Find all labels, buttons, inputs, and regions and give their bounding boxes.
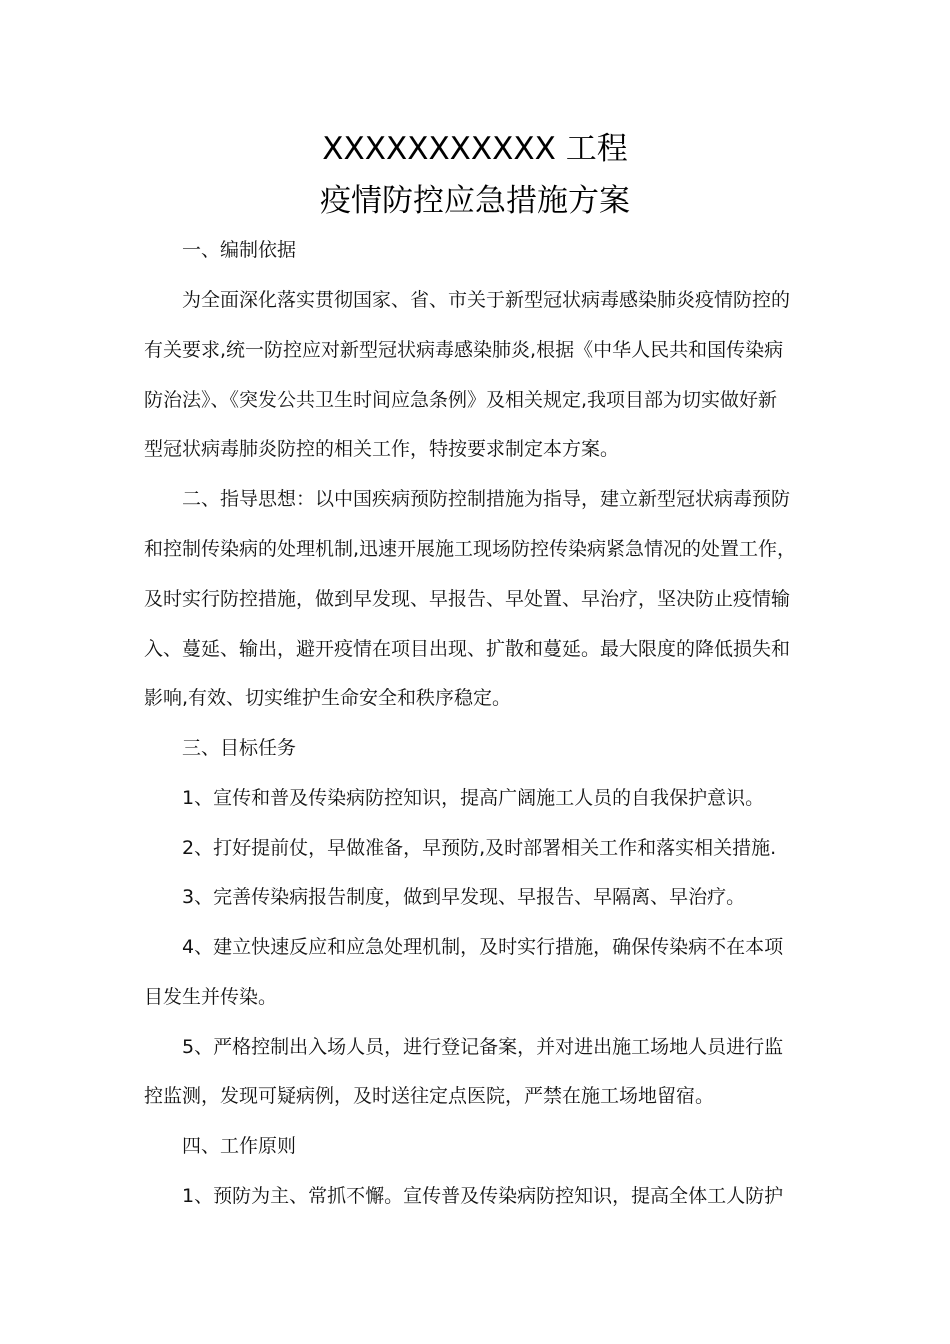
paragraph-line: 防治法》、《突发公共卫生时间应急条例》及相关规定,我项目部为切实做好新 bbox=[144, 389, 778, 411]
list-item-continuation: 目发生并传染。 bbox=[144, 986, 278, 1008]
paragraph-line: 及时实行防控措施，做到早发现、早报告、早处置、早治疗，坚决防止疫情输 bbox=[144, 588, 791, 610]
list-item: 2、打好提前仗，早做准备，早预防,及时部署相关工作和落实相关措施. bbox=[182, 837, 777, 859]
paragraph-line: 为全面深化落实贯彻国家、省、市关于新型冠状病毒感染肺炎疫情防控的 bbox=[182, 289, 791, 311]
paragraph-line: 二、指导思想：以中国疾病预防控制措施为指导，建立新型冠状病毒预防 bbox=[182, 488, 791, 510]
list-item-continuation: 控监测，发现可疑病例，及时送往定点医院，严禁在施工场地留宿。 bbox=[144, 1085, 715, 1107]
section-heading: 一、编制依据 bbox=[182, 239, 297, 261]
paragraph-line: 和控制传染病的处理机制,迅速开展施工现场防控传染病紧急情况的处置工作， bbox=[144, 538, 797, 560]
document-title: XXXXXXXXXXX 工程 bbox=[322, 131, 628, 167]
paragraph-line: 入、蔓延、输出，避开疫情在项目出现、扩散和蔓延。最大限度的降低损失和 bbox=[144, 638, 791, 660]
paragraph-line: 有关要求,统一防控应对新型冠状病毒感染肺炎,根据《中华人民共和国传染病 bbox=[144, 339, 784, 361]
section-heading: 四、工作原则 bbox=[182, 1135, 297, 1157]
section-heading: 三、目标任务 bbox=[182, 737, 297, 759]
paragraph-line: 型冠状病毒肺炎防控的相关工作，特按要求制定本方案。 bbox=[144, 438, 620, 460]
list-item: 3、完善传染病报告制度，做到早发现、早报告、早隔离、早治疗。 bbox=[182, 886, 746, 908]
list-item: 1、预防为主、常抓不懈。宣传普及传染病防控知识，提高全体工人防护 bbox=[182, 1185, 784, 1207]
paragraph-line: 影响,有效、切实维护生命安全和秩序稳定。 bbox=[144, 687, 512, 709]
list-item: 4、建立快速反应和应急处理机制，及时实行措施，确保传染病不在本项 bbox=[182, 936, 784, 958]
list-item: 5、严格控制出入场人员，进行登记备案，并对进出施工场地人员进行监 bbox=[182, 1036, 784, 1058]
document-subtitle: 疫情防控应急措施方案 bbox=[320, 183, 630, 219]
list-item: 1、宣传和普及传染病防控知识，提高广阔施工人员的自我保护意识。 bbox=[182, 787, 765, 809]
